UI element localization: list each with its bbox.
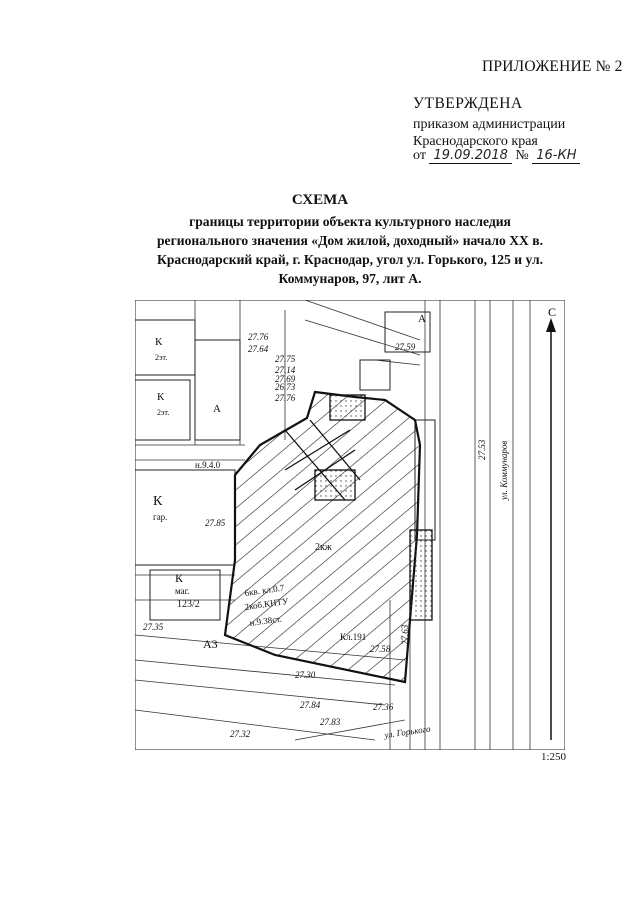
document-subtitle: [120, 212, 580, 288]
date-prefix: от: [413, 148, 426, 163]
map-label-k2: К: [157, 391, 165, 403]
map-label-k1: К: [155, 336, 163, 348]
map-label-point-a3: А3: [203, 637, 218, 651]
map-label-shop-number: 123/2: [177, 599, 200, 610]
map-label-a1: А: [213, 403, 221, 415]
street-kommunarov-label: ул. Коммунаров: [499, 440, 509, 500]
elev-17: 27.63: [400, 624, 410, 645]
map-note-2: 2коб.КНТУ: [243, 595, 289, 612]
subtitle-line-4: Коммунаров, 97, лит А.: [278, 271, 422, 286]
elev-16: 27.53: [477, 439, 487, 460]
map-label-k2-floors: 2эт.: [157, 408, 170, 417]
elev-2: 27.64: [248, 344, 269, 354]
map-label-k4-type: маг.: [175, 586, 190, 596]
street-gorkogo-label: ул. Горького: [383, 723, 432, 740]
map-label-building-note: 2кж: [315, 542, 332, 553]
approval-region-line: Краснодарского края: [413, 134, 538, 149]
subtitle-line-1: границы территории объекта культурного наследия: [189, 214, 511, 229]
appendix-label: ПРИЛОЖЕНИЕ № 2: [482, 58, 623, 75]
elev-7: 27.76: [275, 393, 296, 403]
elev-15: 27.59: [395, 342, 416, 352]
elev-18: 27.35: [143, 622, 164, 632]
map-label-k3: К: [153, 494, 163, 509]
date-value: 19.09.2018: [429, 148, 511, 164]
map-label-kl: Кл.191: [340, 632, 367, 642]
number-value: 16-КН: [532, 148, 580, 164]
elev-8: 27.85: [205, 518, 226, 528]
approval-date-line: [413, 148, 580, 164]
map-label-k3-type: гар.: [153, 512, 168, 522]
elev-6: 27.69: [275, 374, 296, 384]
map-label-a2: А: [418, 313, 426, 325]
elev-12: 27.83: [320, 717, 341, 727]
elev-4: 27.14: [275, 365, 296, 375]
document-title: СХЕМА: [291, 192, 349, 208]
scale-label: 1:250: [541, 751, 567, 763]
elev-1: 27.76: [248, 332, 269, 342]
approved-label: УТВЕРЖДЕНА: [413, 95, 523, 112]
map-label-k4: К: [175, 571, 184, 585]
map-label-n400: н.9.4.0: [195, 460, 221, 470]
elev-14: 27.36: [373, 702, 394, 712]
elev-3: 27.75: [275, 354, 296, 364]
subtitle-line-2: регионального значения «Дом жилой, доходный» начало XX в.: [156, 233, 543, 248]
elev-13: 27.32: [230, 729, 251, 739]
elev-11: 27.84: [300, 700, 321, 710]
cadastral-plan-map: [135, 300, 565, 750]
elev-5: 26.73: [275, 382, 296, 392]
number-prefix: №: [515, 148, 529, 163]
subtitle-line-3: Краснодарский край, г. Краснодар, угол ул. Горького, 125 и ул.: [157, 252, 543, 267]
elev-10: 27.30: [295, 670, 316, 680]
map-note-1: 6кв. кл.0.7: [243, 582, 285, 598]
elev-9: 27.58: [370, 644, 391, 654]
approval-order-line: приказом администрации: [413, 117, 566, 132]
map-note-3: н.9.38ст.: [248, 613, 283, 628]
map-label-k1-floors: 2эт.: [155, 353, 168, 362]
north-label: С: [548, 305, 557, 319]
